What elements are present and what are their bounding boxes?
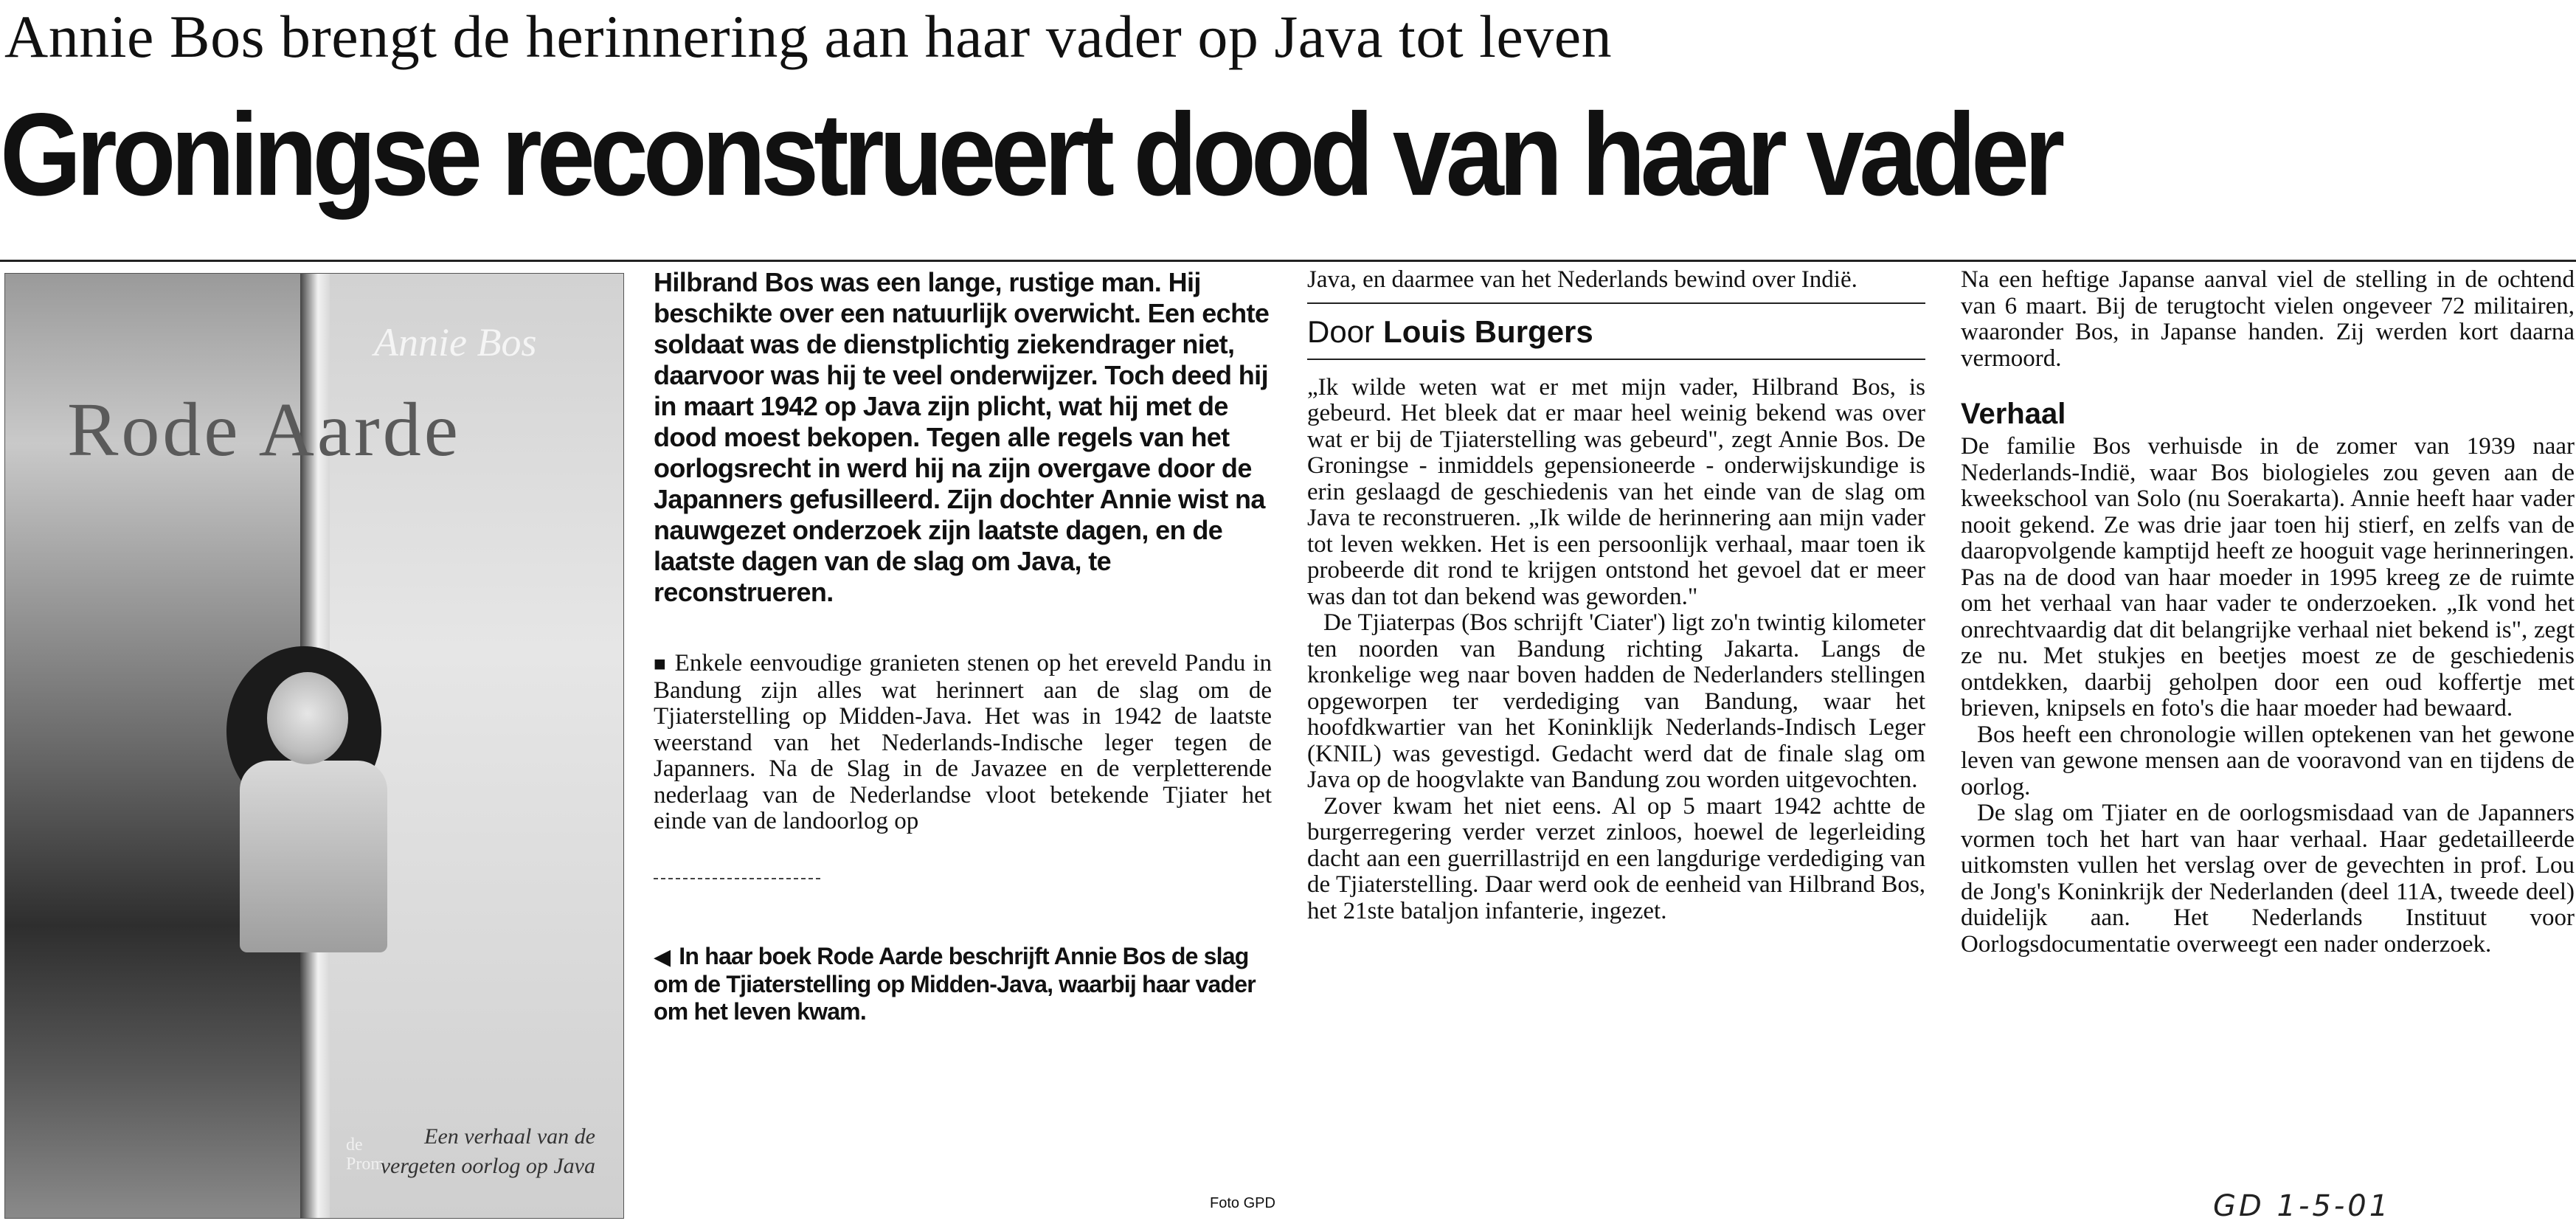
- book-cover-subtitle: Een verhaal van de vergeten oorlog op Java: [380, 1124, 595, 1178]
- book-cover-publisher: de Prom: [346, 1135, 385, 1174]
- byline: [1307, 311, 1925, 353]
- dashed-divider: [654, 878, 820, 879]
- book-cover-title: Rode Aarde: [67, 387, 461, 472]
- section-subhead: Verhaal: [1961, 398, 2066, 430]
- byline-divider: [1307, 359, 1925, 360]
- byline-divider: [1307, 302, 1925, 304]
- article-kicker: Annie Bos brengt de herinnering aan haar vader op Java tot leven: [4, 3, 1613, 70]
- body-paragraph: Java, en daarmee van het Nederlands bewind over Indië.: [1307, 266, 1857, 293]
- column-1: [654, 267, 1272, 1025]
- byline-label: Door: [1307, 314, 1375, 349]
- book-cover-photo: [4, 273, 624, 1219]
- article-headline: Groningse reconstrueert dood van haar vader: [0, 89, 2060, 221]
- book-cover-author: Annie Bos: [374, 320, 537, 364]
- caption-arrow-icon: ◀: [654, 944, 671, 969]
- handwritten-date-note: GD 1-5-01: [2213, 1189, 2392, 1223]
- body-paragraph: De Tjiaterpas (Bos schrijft 'Ciater') ligt zo'n twintig kilometer ten noorden van Bandung richting Jakarta. Langs de kronkelige weg naar boven hadden de Nederlanders stellingen opgeworpen ter verdediging van Bandung, waar het hoofdkwartier van het Koninklijk Nederlands-Indisch Leger (KNIL) was gevestigd. Gedacht werd dat de finale slag om Java op de hoogvlakte van Bandung zou worden uitgevochten.: [1307, 609, 1925, 793]
- column-2: [1307, 267, 1925, 924]
- photo-caption: ◀ In haar boek Rode Aarde beschrijft Annie Bos de slag om de Tjiaterstelling op Midden-Java, waarbij haar vader om het leven kwam.: [654, 942, 1256, 1025]
- child-body-shape: [240, 761, 387, 952]
- photo-credit: Foto GPD: [1210, 1195, 1275, 1211]
- body-paragraph: De slag om Tjiater en de oorlogsmisdaad van de Japanners vormen toch het hart van haar verhaal. Haar gedetailleerde uitkomsten vullen het verslag over de gevechten in prof. Lou de Jong's Koninkrijk der Nederlanden (deel 11A, tweede deel) duidelijk aan. Het Nederlands Instituut voor Oorlogsdocumentatie overweegt een nader onderzoek.: [1961, 800, 2575, 958]
- headline-divider: [0, 260, 2576, 262]
- square-bullet-icon: ■: [654, 653, 668, 676]
- body-paragraph: De familie Bos verhuisde in de zomer van 1939 naar Nederlands-Indië, waar Bos biologieles zou geven aan de kweekschool van Solo (nu Soerakarta). Annie heeft haar vader nooit gekend. Ze was drie jaar toen hij stierf, en zelfs van de daaropvolgende kamptijd heeft ze hooguit vage herinneringen. Pas na de dood van haar moeder in 1995 kreeg ze de ruimte om het verhaal van haar vader te onderzoeken. „Ik vond het onrechtvaardig dat dit belangrijke verhaal niet bekend is", zegt ze nu. Met stukjes en beetjes moest ze de geschiedenis ontdekken, daarbij geholpen door een oud koffertje met brieven, knipsels en foto's die haar moeder had bewaard.: [1961, 433, 2575, 721]
- column-3: [1961, 267, 2575, 958]
- article-intro: Hilbrand Bos was een lange, rustige man. Hij beschikte over een natuurlijk overwicht. Een echte soldaat was de dienstplichtig ziekendrager niet, daarvoor was hij te veel onderwijzer. Toch deed hij in maart 1942 op Java zijn plicht, wat hij met de dood moest bekopen. Tegen alle regels van het oorlogsrecht in werd hij na zijn overgave door de Japanners gefusilleerd. Zijn dochter Annie wist na nauwgezet onderzoek zijn laatste dagen, en de laatste dagen van de slag om Java, te reconstrueren.: [654, 267, 1270, 607]
- child-face-shape: [267, 672, 348, 764]
- body-paragraph: Na een heftige Japanse aanval viel de stelling in de ochtend van 6 maart. Bij de terugtocht vielen ongeveer 72 militairen, waaronder Bos, in Japanse handen. Zij werden kort daarna vermoord.: [1961, 266, 2575, 372]
- body-paragraph: Zover kwam het niet eens. Al op 5 maart 1942 achtte de burgerregering verder verzet zinloos, hoewel de legerleiding dacht aan een guerrillastrijd en een langdurige verdediging van de Tjiaterstelling. Daar werd ook de eenheid van Hilbrand Bos, het 21ste bataljon infanterie, ingezet.: [1307, 792, 1925, 924]
- body-paragraph: ■ Enkele eenvoudige granieten stenen op het ereveld Pandu in Bandung zijn alles wat herinnert aan de slag om de Tjiaterstelling op Midden-Java. Het was in 1942 de laatste weerstand van het Nederlands-Indische leger tegen de Japanners. Na de Slag in de Javazee en de verpletterende nederlaag van de Nederlandse vloot betekende Tjiater het einde van de landoorlog op: [654, 650, 1272, 834]
- body-paragraph: Bos heeft een chronologie willen optekenen van het gewone leven van gewone mensen aan de vooravond van en tijdens de oorlog.: [1961, 721, 2575, 800]
- body-paragraph: „Ik wilde weten wat er met mijn vader, Hilbrand Bos, is gebeurd. Het bleek dat er maar heel weinig bekend was over wat er bij de Tjiaterstelling was gebeurd", zegt Annie Bos. De Groningse - inmiddels gepensioneerde - onderwijskundige is erin geslaagd de geschiedenis van het einde van de slag om Java te reconstrueren. „Ik wilde de herinnering aan mijn vader tot leven wekken. Het is een persoonlijk verhaal, maar toen ik probeerde dit rond te krijgen ontstond het gevoel dat er meer was dan tot dan bekend was geworden.": [1307, 373, 1925, 610]
- byline-author: Louis Burgers: [1383, 314, 1593, 349]
